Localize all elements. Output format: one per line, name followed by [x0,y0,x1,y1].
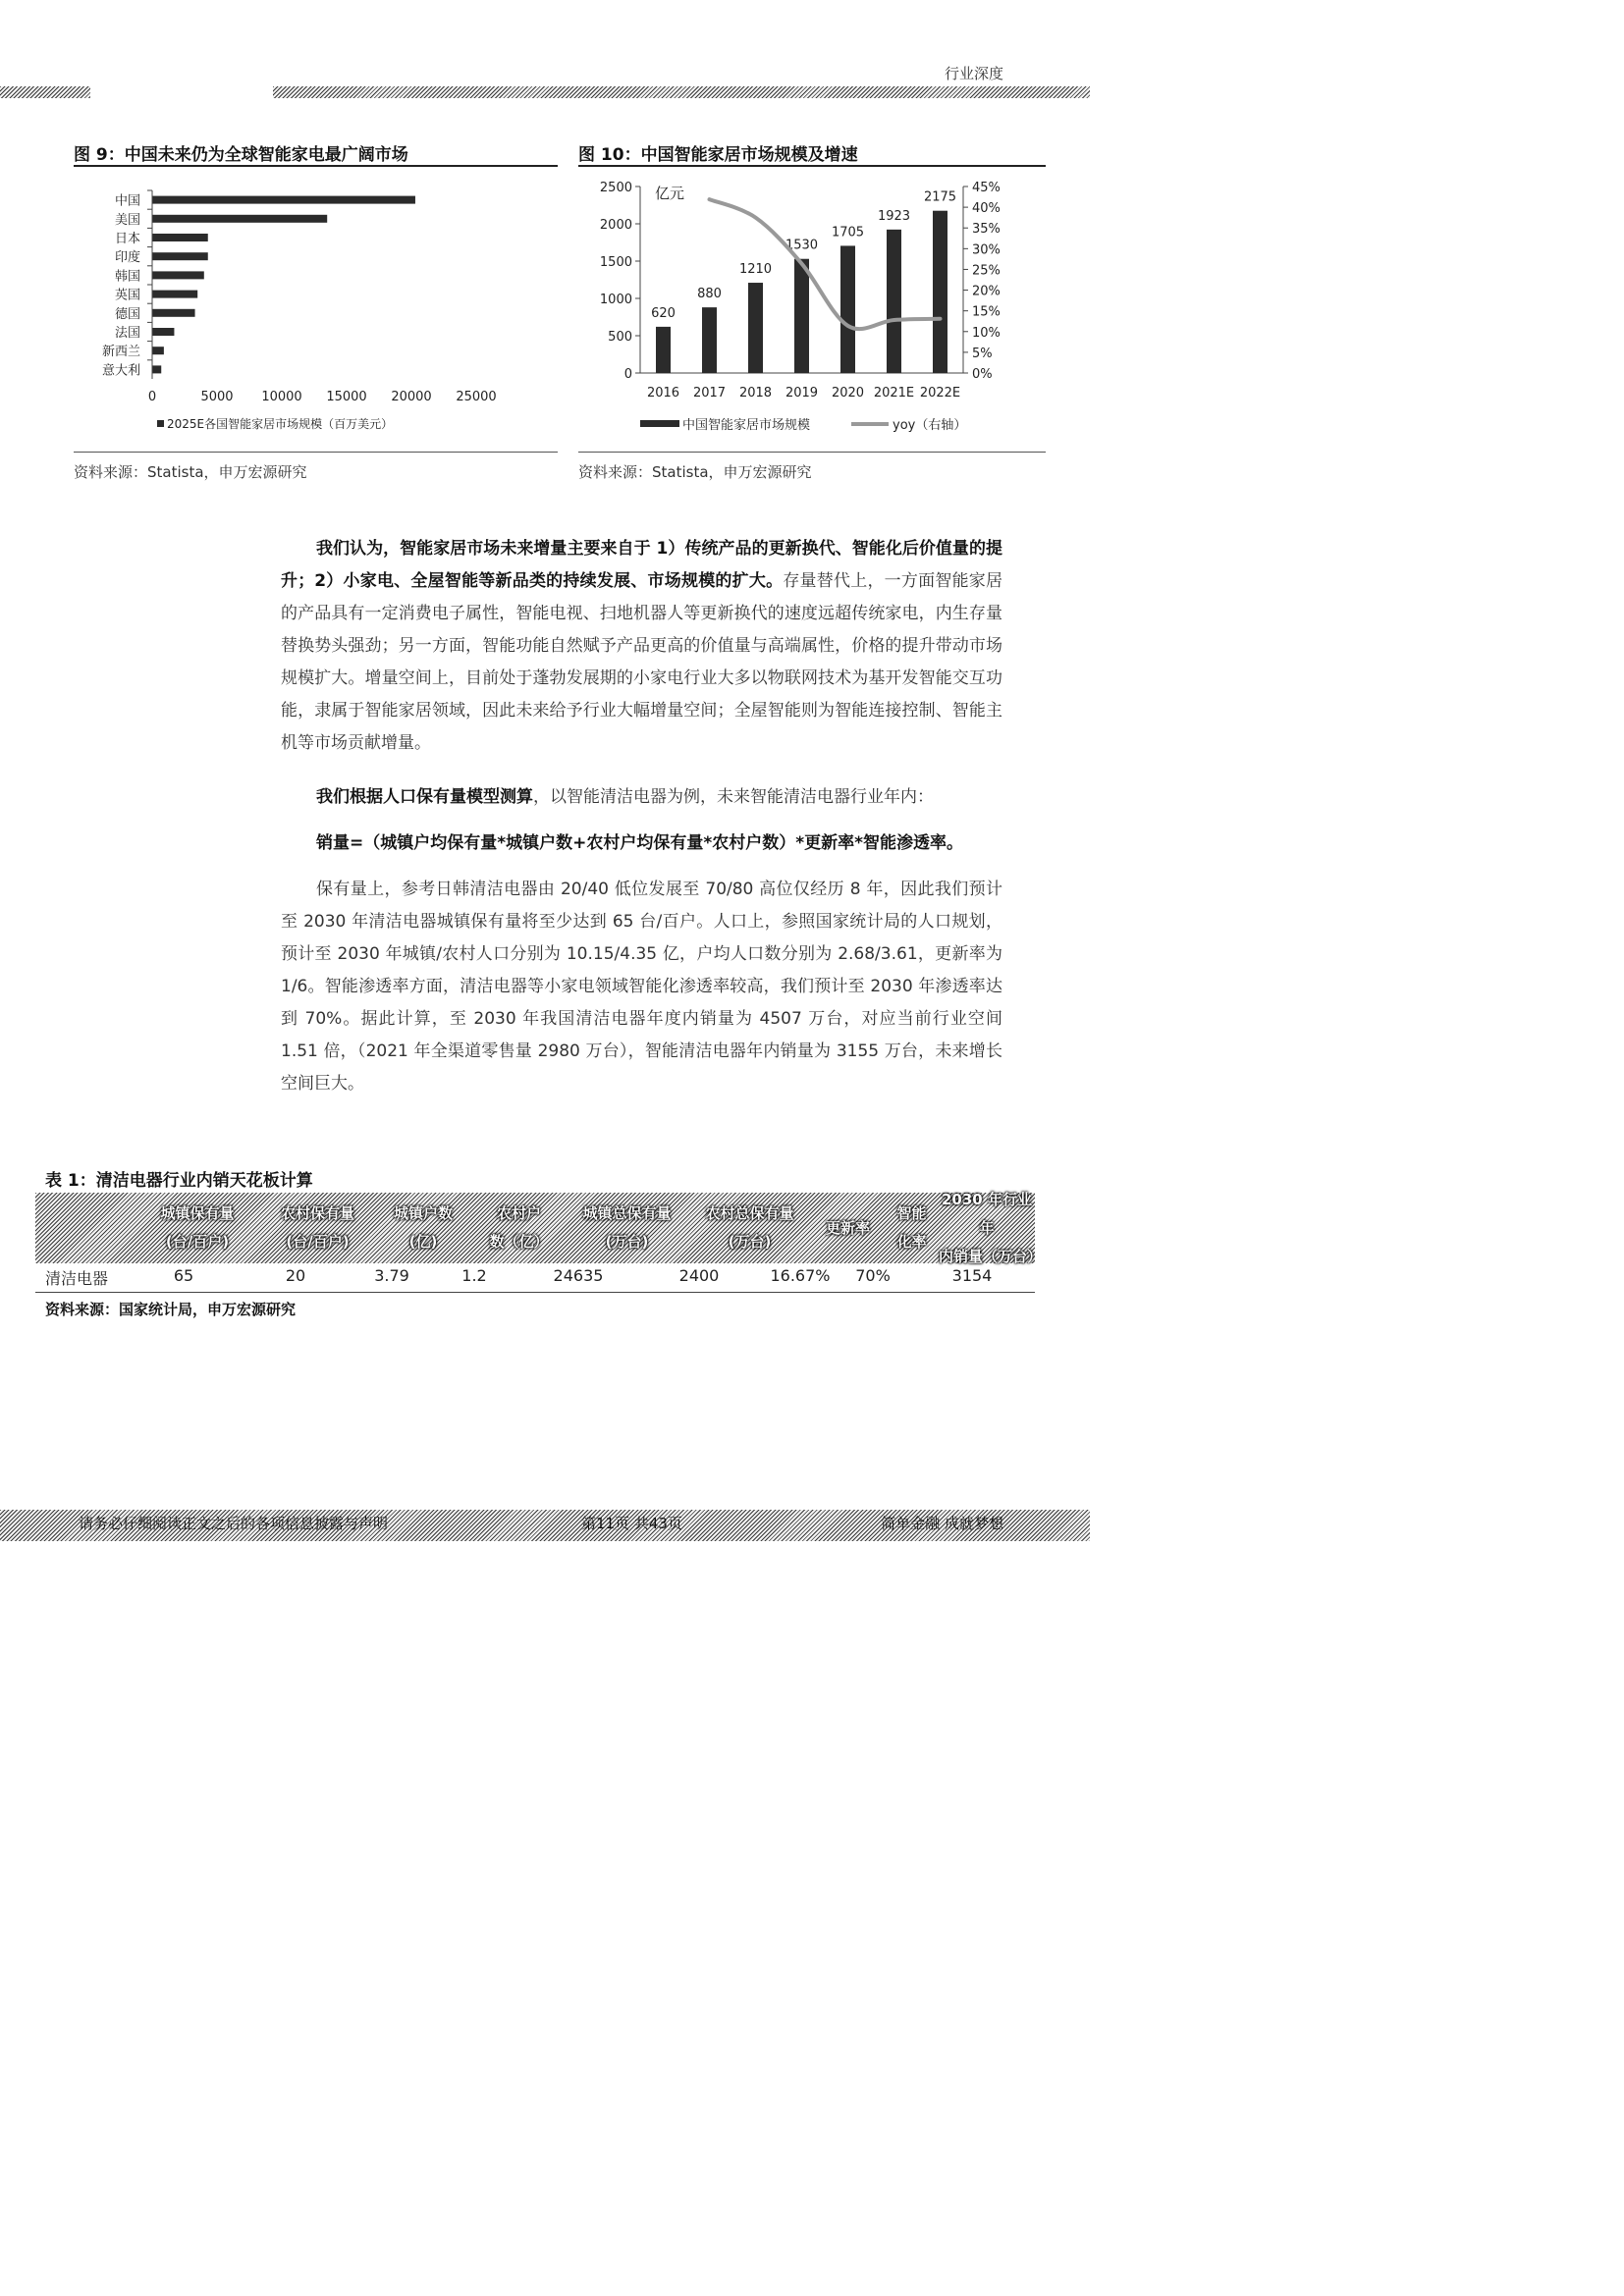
bar-data-label: 2175 [923,189,957,205]
table-cell: 2400 [678,1266,720,1285]
category-label: 印度 [114,250,140,266]
table-title: 表 1：清洁电器行业内销天花板计算 [45,1171,313,1191]
table-bottom-rule [35,1292,1035,1293]
fig10-chart [578,169,1046,449]
paragraph-formula [281,828,1002,860]
y-tick-label: 2000 [599,218,632,233]
fig10-top-rule [578,165,1046,167]
table-cell: 65 [173,1266,194,1285]
category-label: 意大利 [101,363,140,379]
table-cell: 20 [285,1266,306,1285]
table-header-cell: 农村总保有量 (万台) [705,1204,794,1251]
bar [152,291,197,298]
y2-tick-label: 30% [972,242,1001,258]
bar-data-label: 620 [651,305,676,321]
y-tick-label: 0 [623,367,632,382]
table-cell: 70% [855,1266,891,1285]
fig10-title: 图 10：中国智能家居市场规模及增速 [578,145,858,165]
x-tick-label: 2017 [692,386,727,400]
bar [152,215,327,223]
table-cell: 1.2 [461,1266,487,1285]
table-cell-name: 清洁电器 [45,1269,109,1288]
category-label: 韩国 [114,269,140,285]
paragraph-bold-lead: 我们根据人口保有量模型测算 [316,787,533,807]
legend-label-bar: 中国智能家居市场规模 [682,418,811,433]
x-tick-label: 20000 [391,390,432,404]
y2-tick-label: 10% [972,325,1001,341]
paragraph-estimate: 保有量上，参考日韩清洁电器由 20/40 低位发展至 70/80 高位仅经历 8 年，因此我们预计至 2030 年清洁电器城镇保有量将至少达到 65 台/百户。人口上，参照国家统计局的人口规划，预计至 2030 年城镇/农村人口分别为 10.15/4.35 亿，户均人口数分别为 2.68/3.61，更新率为 1/6。智能渗透率方面，清洁电器等小家电领域智能化渗透率较高，我们预计至 2030 年渗透率达到 70%。据此计算，至 2030 年我国清洁电器年度内销量为 4507 万台，对应当前行业空间 1.51 倍，（2021 年全渠道零售量 2980 万台），智能清洁电器年内销量为 3155 万台，未来增长空间巨大。 [281,880,1002,1094]
formula-text: 销量=（城镇户均保有量*城镇户数+农村户均保有量*农村户数）*更新率*智能渗透率。 [316,833,964,853]
x-tick-label: 2020 [831,386,865,400]
bar [152,234,208,241]
table-header-cell: 更新率 [825,1218,870,1237]
x-tick-label: 25000 [456,390,497,404]
bar [152,271,204,279]
unit-label: 亿元 [655,185,685,202]
paragraph-bold-lead: 我们认为，智能家居市场未来增量主要来自于 1）传统产品的更新换代、智能化后价值量的提升；2）小家电、全屋智能等新品类的持续发展、市场规模的扩大。 [281,539,1002,591]
fig10-bottom-rule [578,452,1046,453]
table-header-cell: 农村户 数（亿） [489,1204,549,1251]
paragraph-text: 存量替代上，一方面智能家居的产品具有一定消费电子属性，智能电视、扫地机器人等更新换代的速度远超传统家电，内生存量替换势头强劲；另一方面，智能功能自然赋予产品更高的价值量与高端属性，价格的提升带动市场规模扩大。增量空间上，目前处于蓬勃发展期的小家电行业大多以物联网技术为基开发智能交互功能，隶属于智能家居领域，因此未来给予行业大幅增量空间；全屋智能则为智能连接控制、智能主机等市场贡献增量。 [281,571,1003,753]
x-tick-label: 10000 [261,390,302,404]
paragraph-model-intro [281,781,1002,814]
y2-tick-label: 20% [972,284,1001,299]
table-header-cell: 城镇保有量 (台/百户) [160,1204,235,1251]
legend-swatch [157,420,164,427]
bar-data-label: 1705 [831,225,865,240]
x-tick-label: 5000 [200,390,234,404]
x-tick-label: 2021E [873,386,915,400]
category-label: 德国 [114,306,140,322]
category-label: 新西兰 [101,345,140,360]
x-tick-label: 15000 [326,390,367,404]
header-bar-left [0,86,90,98]
bar-data-label: 1210 [738,262,773,278]
table-header-cell: 2030 年行业年 内销量（万台） [939,1190,1043,1265]
y2-tick-label: 5% [972,346,993,361]
bar-data-label: 1923 [877,208,911,224]
x-tick-label: 2016 [646,386,680,400]
y2-tick-label: 35% [972,222,1001,238]
table-cell: 24635 [553,1266,604,1285]
bar [748,283,763,373]
bar [656,327,671,373]
bar [152,365,161,373]
legend-label: 2025E各国智能家居市场规模（百万美元） [167,417,394,431]
section-label: 行业深度 [944,65,1003,82]
table-header-cell: 农村保有量 (台/百户) [280,1204,354,1251]
header-bar-right [273,86,1090,98]
y-tick-label: 500 [608,330,632,345]
bar [794,259,809,373]
x-tick-label: 0 [147,390,157,404]
bar [152,328,174,336]
bar-data-label: 880 [697,287,722,302]
fig9-bottom-rule [74,452,558,453]
table-header-cell: 城镇户数 (亿) [393,1204,453,1251]
table-header-cell: 城镇总保有量 (万台) [582,1204,672,1251]
footer-disclaimer: 请务必仔细阅读正文之后的各项信息披露与声明 [79,1515,389,1532]
footer-slogan: 简单金融 成就梦想 [881,1515,1003,1532]
y2-tick-label: 15% [972,304,1001,320]
x-tick-label: 2018 [738,386,773,400]
table-header [35,1190,1043,1265]
y2-tick-label: 25% [972,263,1001,279]
bar [840,245,855,373]
y2-tick-label: 0% [972,367,993,382]
fig9-title: 图 9：中国未来仍为全球智能家电最广阔市场 [74,145,408,165]
bar [702,307,717,373]
y2-tick-label: 45% [972,181,1001,195]
bar [933,211,947,373]
table-source: 资料来源：国家统计局，申万宏源研究 [45,1301,297,1318]
page-number: 第11页 共43页 [581,1515,682,1532]
category-label: 英国 [114,288,140,303]
bar [887,230,901,373]
bar-data-label: 1530 [785,238,819,253]
fig10-source: 资料来源：Statista，申万宏源研究 [578,463,812,481]
legend-swatch-bar [640,420,679,427]
category-label: 美国 [114,212,140,228]
x-tick-label: 2019 [785,386,819,400]
y-tick-label: 1000 [599,293,632,307]
category-label: 日本 [114,232,140,246]
fig9-chart [74,169,558,449]
bar [152,252,208,260]
bar [152,196,415,204]
paragraph-market-drivers [281,533,1002,760]
x-tick-label: 2022E [919,386,961,400]
bar [152,309,195,317]
y2-tick-label: 40% [972,201,1001,217]
legend-label-line: yoy（右轴） [893,418,967,433]
fig9-top-rule [74,165,558,167]
bar [152,347,164,354]
y-tick-label: 2500 [599,181,632,195]
y-tick-label: 1500 [599,255,632,270]
table-cell: 3.79 [374,1266,409,1285]
category-label: 法国 [114,326,140,341]
table-header-cell: 智能 化率 [896,1204,927,1251]
table-cell: 16.67% [770,1266,831,1285]
table-cell: 3154 [951,1266,993,1285]
category-label: 中国 [114,193,140,209]
paragraph-text: ，以智能清洁电器为例，未来智能清洁电器行业年内： [533,787,934,807]
fig9-source: 资料来源：Statista，申万宏源研究 [74,463,307,481]
